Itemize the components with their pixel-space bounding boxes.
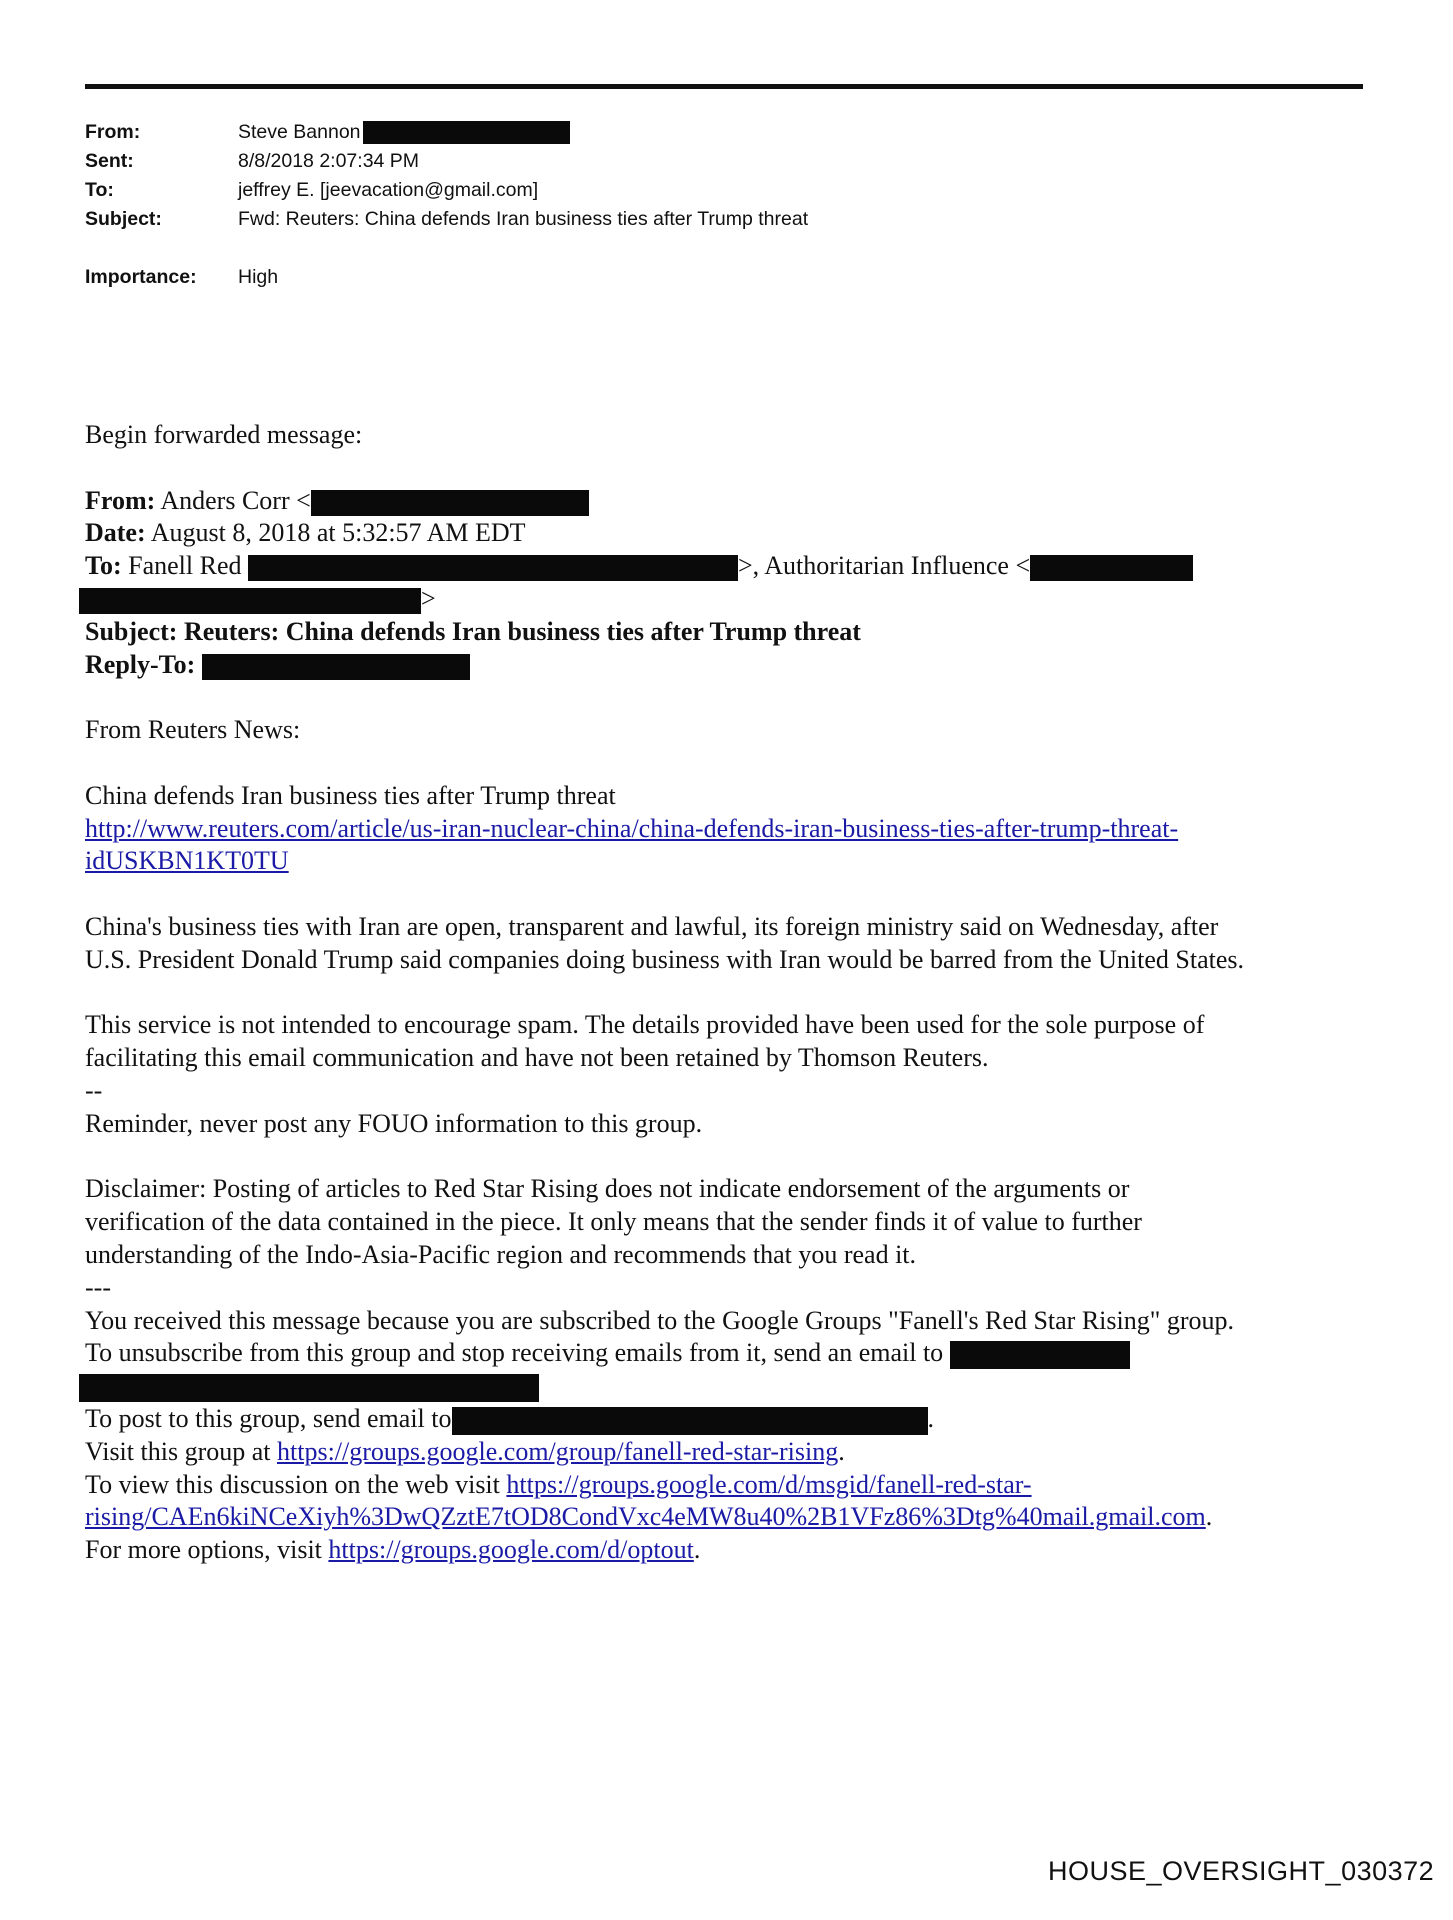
forward-intro: Begin forwarded message:: [85, 420, 363, 449]
article-link-line2[interactable]: idUSKBN1KT0TU: [85, 846, 289, 876]
disclaimer-line3: understanding of the Indo-Asia-Pacific region and recommends that you read it.: [85, 1239, 917, 1269]
header-subject-label: Subject:: [85, 208, 162, 230]
options-line: [85, 1534, 1375, 1567]
forward-replyto-line: [85, 649, 1375, 682]
forward-from-label: From:: [85, 485, 156, 515]
header-to-value: jeffrey E. [jeevacation@gmail.com]: [238, 179, 539, 201]
forward-replyto-label: Reply-To:: [85, 649, 196, 679]
visit-line: [85, 1436, 1375, 1469]
post-suffix: .: [927, 1403, 934, 1433]
redaction-block: [202, 654, 470, 680]
visit-group-link[interactable]: https://groups.google.com/group/fanell-red-star-rising: [277, 1436, 839, 1466]
redaction-block: [950, 1341, 1130, 1369]
forward-date-line: [85, 517, 1375, 550]
email-body: [85, 419, 1375, 1567]
article-link-line1[interactable]: http://www.reuters.com/article/us-iran-nuclear-china/china-defends-iran-business-ties-after-trump-threat-: [85, 813, 1179, 843]
options-suffix: .: [693, 1535, 701, 1565]
forward-to-value: Fanell Red: [128, 551, 242, 581]
visit-suffix: .: [838, 1436, 845, 1466]
header-sent-label: Sent:: [85, 150, 134, 172]
forward-subject-label: Subject:: [85, 616, 178, 646]
header-to-row: [85, 176, 808, 205]
subscribed-notice: You received this message because you are subscribed to the Google Groups "Fanell's Red Star Rising" group.: [85, 1305, 1235, 1335]
header-subject-value: Fwd: Reuters: China defends Iran business ties after Trump threat: [238, 208, 809, 230]
article-title: China defends Iran business ties after Trump threat: [85, 780, 616, 810]
header-sent-row: [85, 147, 808, 176]
redaction-block: [248, 555, 738, 581]
article-summary-line2: U.S. President Donald Trump said companies doing business with Iran would be barred from the United States.: [85, 944, 1245, 974]
disclaimer-line1: Disclaimer: Posting of articles to Red Star Rising does not indicate endorsement of the arguments or: [85, 1174, 1130, 1204]
separator-triple-dash: ---: [85, 1272, 111, 1302]
forward-to-mid: >, Authoritarian Influence <: [738, 551, 1031, 581]
redaction-block: [363, 121, 570, 144]
header-sent-value: 8/8/2018 2:07:34 PM: [238, 150, 420, 172]
header-to-label: To:: [85, 179, 114, 201]
separator-dashes: --: [85, 1075, 103, 1105]
notice-line2: facilitating this email communication and have not been retained by Thomson Reuters.: [85, 1043, 989, 1073]
view-text: To view this discussion on the web visit: [85, 1469, 507, 1499]
email-header: [85, 118, 808, 292]
forward-from-line: [85, 485, 1375, 518]
options-text: For more options, visit: [85, 1535, 329, 1565]
redaction-block: [1030, 555, 1193, 581]
disclaimer-line2: verification of the data contained in the piece. It only means that the sender finds it of value to further: [85, 1207, 1142, 1237]
post-line: [85, 1403, 1375, 1436]
redaction-block: [79, 1374, 539, 1402]
article-summary-line1: China's business ties with Iran are open, transparent and lawful, its foreign ministry said on Wednesday, after: [85, 911, 1219, 941]
header-from-label: From:: [85, 121, 141, 143]
unsubscribe-line: [85, 1337, 1375, 1370]
top-rule: [85, 84, 1363, 89]
redaction-block: [79, 588, 421, 614]
redaction-block: [311, 490, 589, 516]
forward-date-value: August 8, 2018 at 5:32:57 AM EDT: [150, 518, 526, 548]
header-from-row: [85, 118, 808, 147]
unsubscribe-continuation: [85, 1370, 1375, 1403]
header-importance-label: Importance:: [85, 266, 197, 288]
forward-subject-value: Reuters: China defends Iran business ties after Trump threat: [183, 616, 861, 646]
article-source: From Reuters News:: [85, 715, 301, 745]
post-text: To post to this group, send email to: [85, 1403, 452, 1433]
view-discussion-line: [85, 1469, 1375, 1502]
forward-from-value: Anders Corr <: [160, 485, 311, 515]
view-discussion-link-line2[interactable]: rising/CAEn6kiNCeXiyh%3DwQZztE7tOD8CondVxc4eMW8u40%2B1VFz86%3Dtg%40mail.gmail.com: [85, 1502, 1206, 1532]
forward-to-close: >: [421, 583, 436, 613]
forward-date-label: Date:: [85, 518, 146, 548]
notice-line1: This service is not intended to encourage spam. The details provided have been used for the sole purpose of: [85, 1010, 1205, 1040]
view-discussion-continuation: [85, 1501, 1375, 1534]
forward-to-line: [85, 550, 1375, 583]
redaction-block: [452, 1407, 928, 1435]
optout-link[interactable]: https://groups.google.com/d/optout: [328, 1535, 694, 1565]
reminder-text: Reminder, never post any FOUO information to this group.: [85, 1108, 703, 1138]
visit-text: Visit this group at: [85, 1436, 277, 1466]
header-subject-row: [85, 205, 808, 234]
header-importance-row: [85, 263, 808, 292]
header-importance-value: High: [238, 266, 279, 288]
forward-to-label: To:: [85, 551, 122, 581]
document-id: HOUSE_OVERSIGHT_030372: [1048, 1856, 1435, 1886]
forward-subject-line: [85, 616, 1375, 649]
unsubscribe-text: To unsubscribe from this group and stop receiving emails from it, send an email to: [85, 1338, 944, 1368]
view-discussion-link-line1[interactable]: https://groups.google.com/d/msgid/fanell-red-star-: [506, 1469, 1032, 1499]
view-suffix: .: [1205, 1502, 1213, 1532]
forward-to-continuation: [85, 583, 1375, 616]
header-from-value: Steve Bannon: [238, 121, 361, 143]
